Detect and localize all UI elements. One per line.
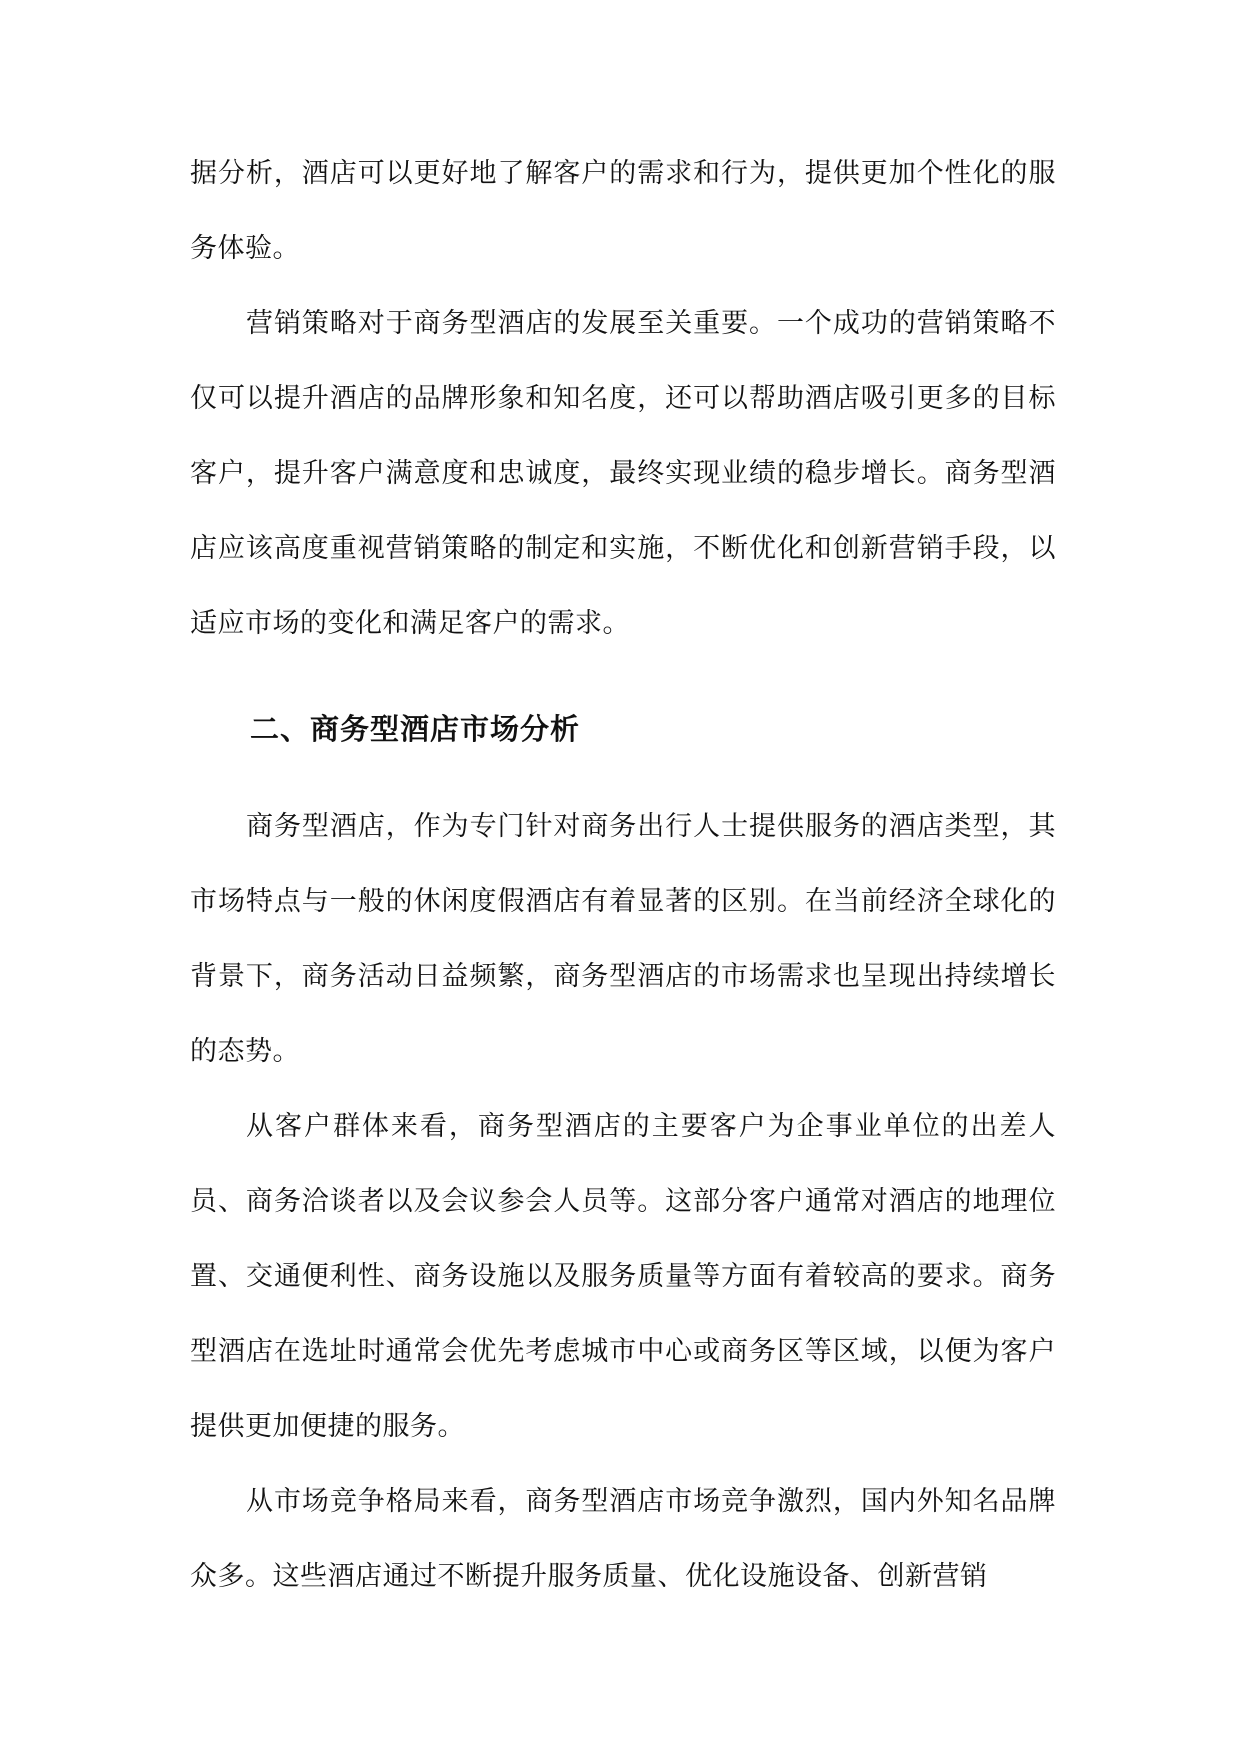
paragraph-customer-groups: 从客户群体来看，商务型酒店的主要客户为企事业单位的出差人员、商务洽谈者以及会议参会人员等。这部分客户通常对酒店的地理位置、交通便利性、商务设施以及服务质量等方面有着较高的要求。商务型酒店在选址时通常会优先考虑城市中心或商务区等区域，以便为客户提供更加便捷的服务。 <box>190 1111 1056 1442</box>
section-heading: 二、商务型酒店市场分析 <box>250 712 581 746</box>
paragraph-continuation: 据分析，酒店可以更好地了解客户的需求和行为，提供更加个性化的服务体验。 <box>190 158 1056 264</box>
paragraph-competition: 从市场竞争格局来看，商务型酒店市场竞争激烈，国内外知名品牌众多。这些酒店通过不断提升服务质量、优化设施设备、创新营销 <box>190 1486 1056 1592</box>
document-body <box>190 136 1056 1614</box>
paragraph-marketing-strategy: 营销策略对于商务型酒店的发展至关重要。一个成功的营销策略不仅可以提升酒店的品牌形象和知名度，还可以帮助酒店吸引更多的目标客户，提升客户满意度和忠诚度，最终实现业绩的稳步增长。商务型酒店应该高度重视营销策略的制定和实施，不断优化和创新营销手段，以适应市场的变化和满足客户的需求。 <box>190 308 1056 639</box>
paragraph-market-overview: 商务型酒店，作为专门针对商务出行人士提供服务的酒店类型，其市场特点与一般的休闲度假酒店有着显著的区别。在当前经济全球化的背景下，商务活动日益频繁，商务型酒店的市场需求也呈现出持续增长的态势。 <box>190 811 1056 1067</box>
